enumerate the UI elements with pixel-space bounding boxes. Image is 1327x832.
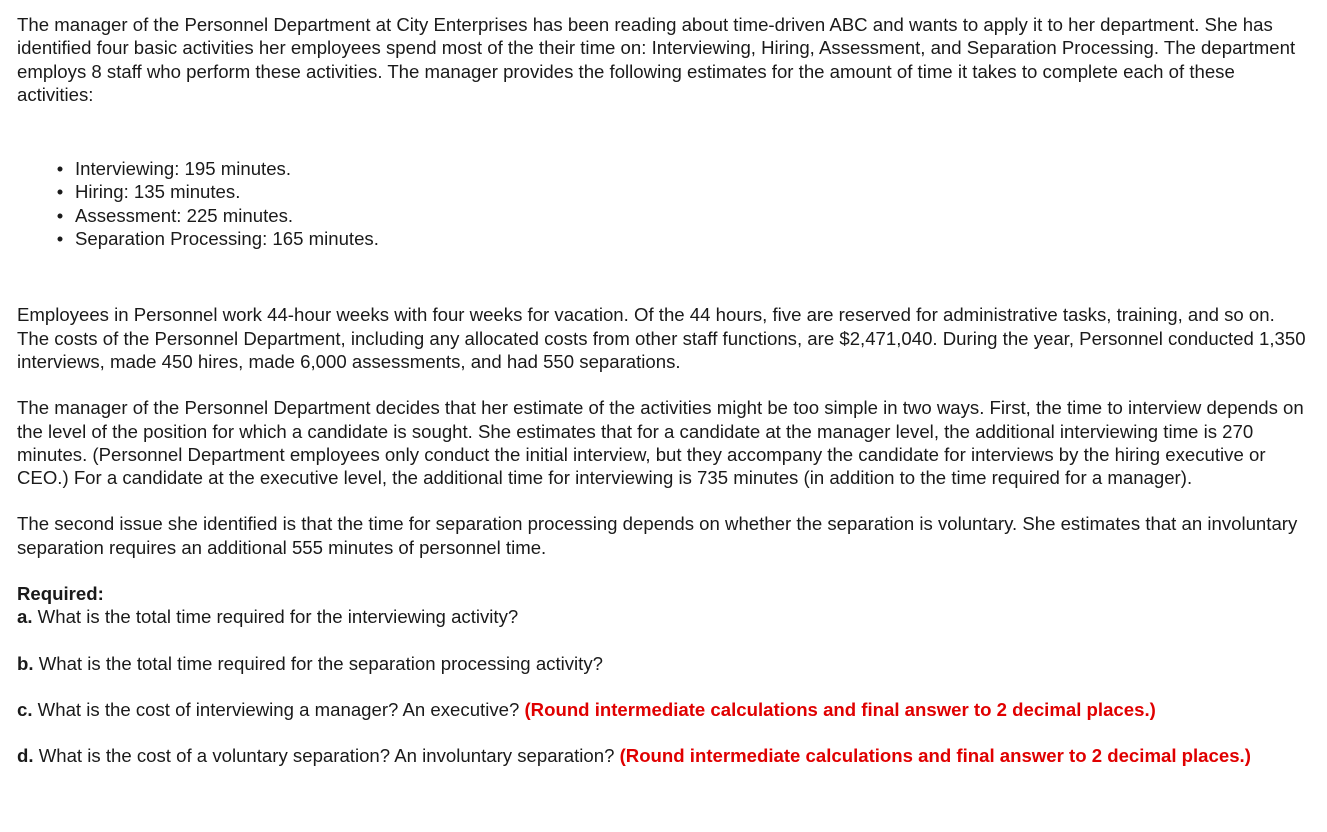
- question-a-letter: a.: [17, 606, 33, 628]
- question-b-text: What is the total time required for the separation processing activity?: [33, 652, 603, 674]
- activity-list: [17, 157, 1307, 250]
- question-a: [17, 605, 1307, 628]
- question-c-text: What is the cost of interviewing a manager? An executive?: [32, 698, 525, 720]
- question-c-letter: c.: [17, 698, 33, 720]
- required-heading: Required:: [17, 583, 104, 605]
- employees-paragraph: Employees in Personnel work 44-hour weeks with four weeks for vacation. Of the 44 hours, five are reserved for administrative tasks, training, and so on. The costs of the Personnel Department, including any allocated costs from other staff functions, are $2,471,040. During the year, Personnel conducted 1,350 interviews, made 450 hires, made 6,000 assessments, and had 550 separations.: [17, 304, 1306, 372]
- question-d-hint: (Round intermediate calculations and final answer to 2 decimal places.): [619, 745, 1251, 767]
- bullet-icon: •: [56, 204, 64, 226]
- question-d-text: What is the cost of a voluntary separation? An involuntary separation?: [33, 745, 620, 767]
- question-a-text: What is the total time required for the interviewing activity?: [32, 606, 519, 628]
- list-item: [56, 180, 1307, 203]
- question-b-letter: b.: [17, 652, 34, 674]
- activity-separation: Separation Processing: 165 minutes.: [75, 228, 379, 250]
- activity-interviewing: Interviewing: 195 minutes.: [75, 158, 292, 180]
- question-d: [17, 744, 1307, 767]
- bullet-icon: •: [56, 181, 64, 203]
- list-item: [56, 227, 1307, 250]
- list-item: [56, 204, 1307, 227]
- bullet-icon: •: [56, 228, 64, 250]
- manager-paragraph: The manager of the Personnel Department decides that her estimate of the activities might be too simple in two ways. First, the time to interview depends on the level of the position for which a candidate is sought. She estimates that for a candidate at the manager level, the additional interviewing time is 270 minutes. (Personnel Department employees only conduct the initial interview, but they accompany the candidate for interviews by the hiring executive or CEO.) For a candidate at the executive level, the additional time for interviewing is 735 minutes (in addition to the time required for a manager).: [17, 397, 1304, 489]
- activity-assessment: Assessment: 225 minutes.: [75, 204, 294, 226]
- question-c: [17, 698, 1307, 721]
- question-d-letter: d.: [17, 745, 34, 767]
- question-b: [17, 652, 1307, 675]
- question-c-hint: (Round intermediate calculations and final answer to 2 decimal places.): [524, 698, 1156, 720]
- activity-hiring: Hiring: 135 minutes.: [75, 181, 241, 203]
- bullet-icon: •: [56, 158, 64, 180]
- intro-paragraph: The manager of the Personnel Department at City Enterprises has been reading about time-driven ABC and wants to apply it to her department. She has identified four basic activities her employees spend most of the their time on: Interviewing, Hiring, Assessment, and Separation Processing. The department employs 8 staff who perform these activities. The manager provides the following estimates for the amount of time it takes to complete each of these activities:: [17, 14, 1296, 105]
- separation-paragraph: The second issue she identified is that the time for separation processing depends on whether the separation is voluntary. She estimates that an involuntary separation requires an additional 555 minutes of personnel time.: [17, 513, 1298, 558]
- list-item: [56, 157, 1307, 180]
